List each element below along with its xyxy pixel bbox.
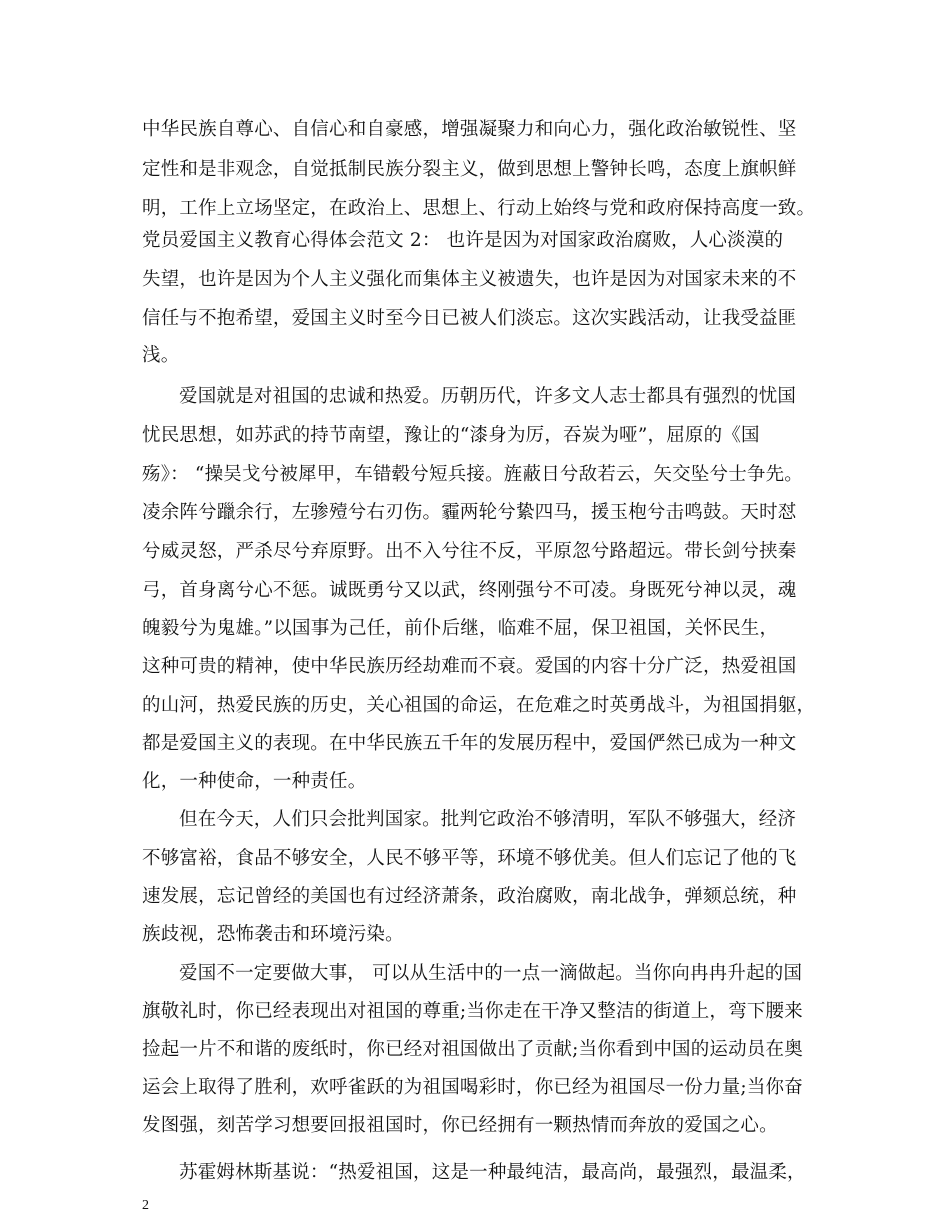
text-line: 的山河，热爱民族的历史，关心祖国的命运，在危难之时英勇战斗，为祖国捐躯， [142, 695, 816, 716]
text-line: 凌余阵兮躐余行，左骖殪兮右刃伤。霾两轮兮絷四马，援玉枹兮击鸣鼓。天时怼 [142, 502, 797, 523]
text-line: 族歧视，恐怖袭击和环境污染。 [142, 924, 404, 945]
text-line: 运会上取得了胜利，欢呼雀跃的为祖国喝彩时，你已经为祖国尽一份力量;当你奋 [142, 1077, 803, 1098]
page-number: 2 [142, 1198, 149, 1213]
text-line: 爱国就是对祖国的忠诚和热爱。历朝历代，许多文人志士都具有强烈的忧国 [179, 386, 797, 407]
text-line: 明，工作上立场坚定，在政治上、思想上、行动上始终与党和政府保持高度一致。 [142, 198, 816, 219]
text-line: 中华民族自尊心、自信心和自豪感，增强凝聚力和向心力，强化政治敏锐性、坚 [142, 119, 797, 140]
text-line: 但在今天，人们只会批判国家。批判它政治不够清明，军队不够强大，经济 [179, 809, 797, 830]
text-line: 旗敬礼时，你已经表现出对祖国的尊重;当你走在干净又整洁的街道上，弯下腰来 [142, 1001, 803, 1022]
text-line: 忧民思想，如苏武的持节南望，豫让的“漆身为厉，吞炭为哑”，屈原的《国 [142, 425, 760, 446]
text-line: 苏霍姆林斯基说：“热爱祖国，这是一种最纯洁，最高尚，最强烈，最温柔， [179, 1162, 806, 1183]
text-line: 捡起一片不和谐的废纸时，你已经对祖国做出了贡献;当你看到中国的运动员在奥 [142, 1039, 803, 1060]
text-line: 化，一种使命，一种责任。 [142, 771, 367, 792]
text-line: 信任与不抱希望，爱国主义时至今日已被人们淡忘。这次实践活动，让我受益匪 [142, 308, 797, 329]
text-line: 魄毅兮为鬼雄。”以国事为己任，前仆后继，临难不屈，保卫祖国，关怀民生， [142, 618, 779, 639]
text-line: 不够富裕，食品不够安全，人民不够平等，环境不够优美。但人们忘记了他的飞 [142, 848, 797, 869]
text-line: 党员爱国主义教育心得体会范文 2： 也许是因为对国家政治腐败，人心淡漠的 [142, 230, 784, 251]
text-line: 爱国不一定要做大事， 可以从生活中的一点一滴做起。当你向冉冉升起的国 [179, 963, 803, 984]
text-line: 速发展，忘记曾经的美国也有过经济萧条，政治腐败，南北战争，弹颏总统，种 [142, 886, 797, 907]
text-line: 定性和是非观念，自觉抵制民族分裂主义，做到思想上警钟长鸣，态度上旗帜鲜 [142, 159, 797, 180]
text-line: 这种可贵的精神，使中华民族历经劫难而不衰。爱国的内容十分广泛，热爱祖国 [142, 656, 797, 677]
text-line: 都是爱国主义的表现。在中华民族五千年的发展历程中，爱国俨然已成为一种文 [142, 733, 797, 754]
text-line: 兮威灵怒，严杀尽兮弃原野。出不入兮往不反，平原忽兮路超远。带长剑兮挟秦 [142, 541, 797, 562]
text-line: 殇》： “操吴戈兮被犀甲，车错毂兮短兵接。旌蔽日兮敌若云，矢交坠兮士争先。 [142, 464, 803, 485]
text-line: 发图强，刻苦学习想要回报祖国时，你已经拥有一颗热情而奔放的爱国之心。 [142, 1115, 778, 1136]
text-line: 失望，也许是因为个人主义强化而集体主义被遗失，也许是因为对国家未来的不 [142, 269, 797, 290]
text-line: 弓，首身离兮心不惩。诚既勇兮又以武，终刚强兮不可凌。身既死兮神以灵，魂 [142, 580, 797, 601]
text-line: 浅。 [142, 345, 180, 366]
